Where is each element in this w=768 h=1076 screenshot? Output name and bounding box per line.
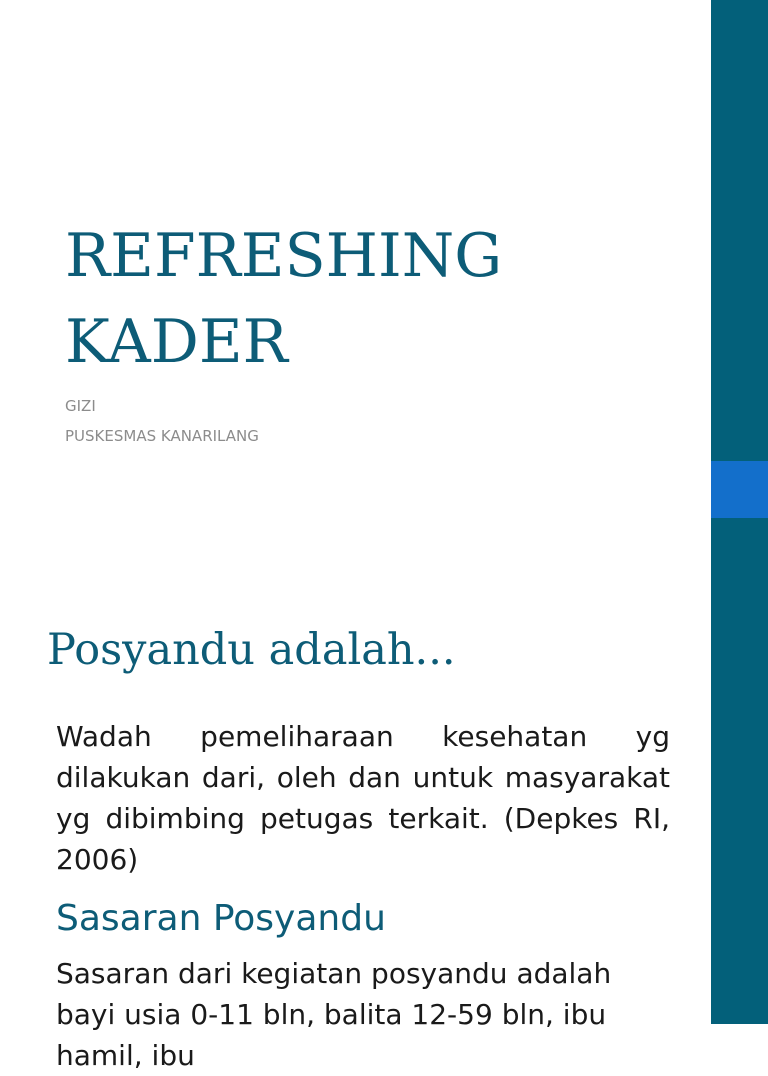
slide-title bbox=[65, 213, 502, 385]
slide-title-line-1: REFRESHING bbox=[65, 221, 503, 291]
subsection-heading: Sasaran Posyandu bbox=[56, 898, 386, 939]
section-title: Posyandu adalah... bbox=[47, 625, 456, 675]
subtitle-line-2: PUSKESMAS KANARILANG bbox=[65, 427, 259, 445]
slide-subtitle bbox=[65, 391, 259, 451]
subtitle-line-1: GIZI bbox=[65, 397, 96, 415]
decorative-side-accent bbox=[711, 461, 768, 518]
definition-paragraph: Wadah pemeliharaan kesehatan yg dilakukan dari, oleh dan untuk masyarakat yg dibimbing petugas terkait. (Depkes RI, 2006) bbox=[56, 720, 670, 876]
slide-title-line-2: KADER bbox=[65, 307, 288, 377]
subsection-body: Sasaran dari kegiatan posyandu adalah bayi usia 0-11 bln, balita 12-59 bln, ibu hamil, ibu bbox=[56, 957, 612, 1072]
